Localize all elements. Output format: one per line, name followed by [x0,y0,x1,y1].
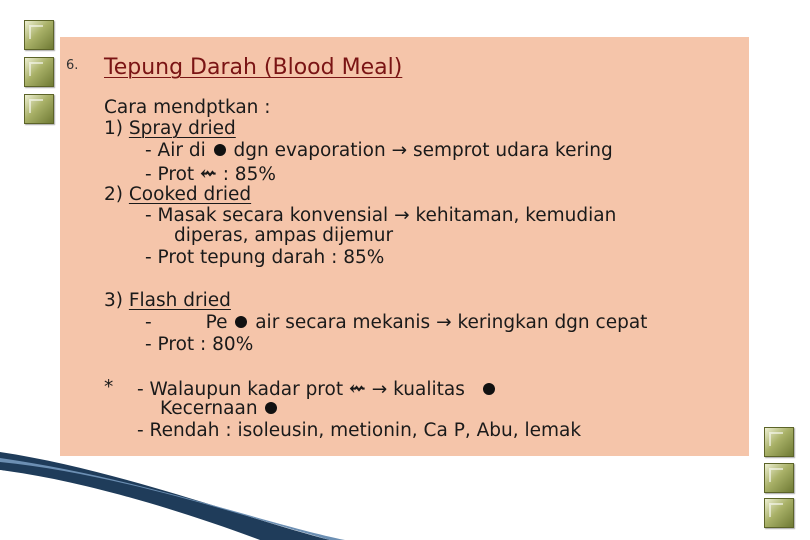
decorative-tile [24,57,54,87]
item-2-line-2: diperas, ampas dijemur [174,225,394,246]
text-segment: - Prot [145,164,201,185]
slide-number: 6. [66,58,79,73]
note-line-3: - Rendah : isoleusin, metionin, Ca P, Abu, lemak [137,420,582,441]
item-label: Flash dried [128,290,231,311]
arrow-right-icon: → [394,205,410,226]
text-segment: dgn evaporation [227,140,392,161]
bullet-dot-icon [265,402,277,414]
text-segment: Kecernaan [160,398,258,419]
bullet-dot-icon [235,316,247,328]
intro-text: Cara mendptkan : [104,97,271,118]
item-label: Cooked dried [128,184,252,205]
symbol-glyph-icon: ⇜ [200,161,217,185]
arrow-right-icon: → [371,379,388,400]
item-number: 1) [104,118,123,139]
bullet-dot-icon [214,144,226,156]
slide-title: Tepung Darah (Blood Meal) [104,55,403,80]
item-2-line-3: - Prot tepung darah : 85% [145,247,385,268]
text-segment: keringkan dgn cepat [451,312,648,333]
note-star: * [104,377,114,398]
item-2-line-1 [145,205,616,227]
text-segment: kehitaman, kemudian [409,205,617,226]
text-segment: - Masak secara konvensial [145,205,395,226]
arrow-right-icon: → [391,140,408,161]
item-2-heading [104,184,251,206]
arrow-right-icon: → [436,312,452,333]
text-segment: - Walaupun kadar prot [137,379,349,400]
bullet-dot-icon [483,383,495,395]
note-line-2 [160,398,279,420]
decorative-tile [24,94,54,124]
text-segment: - Air di [145,140,212,161]
text-segment: Pe [205,312,234,333]
decorative-swoosh [0,440,810,540]
text-segment: air secara mekanis [249,312,437,333]
text-segment: semprot udara kering [407,140,613,161]
item-label: Spray dried [128,118,236,139]
text-segment: : 85% [216,164,276,185]
item-3-line-1 [145,312,647,334]
item-3-heading [104,290,231,312]
item-1-line-1 [145,140,613,162]
item-1-line-2 [145,162,276,186]
symbol-glyph-icon: ⇜ [348,376,366,400]
text-segment: - [145,312,152,333]
decorative-tile [24,20,54,50]
item-1-heading [104,118,236,140]
item-3-line-2: - Prot : 80% [145,334,254,355]
item-number: 3) [104,290,123,311]
item-number: 2) [104,184,123,205]
text-segment: kualitas [387,379,465,400]
